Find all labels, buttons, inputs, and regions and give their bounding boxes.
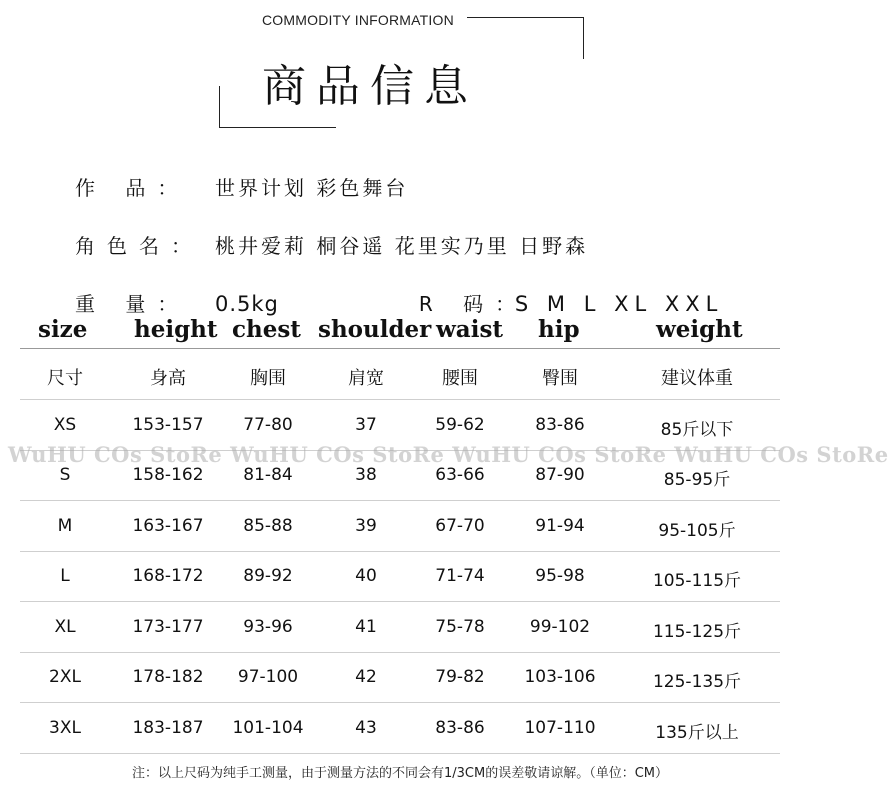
cell-shoulder: 40: [355, 566, 377, 586]
header-english-title: COMMODITY INFORMATION: [262, 12, 454, 28]
header-weight: weight: [656, 316, 743, 343]
work-value: 世界计划 彩色舞台: [215, 176, 409, 200]
cell-hip: 87-90: [535, 465, 585, 485]
cell-chest: 77-80: [243, 414, 293, 435]
cell-chest: 81-84: [243, 465, 293, 485]
cell-weight: 85-95斤: [663, 470, 731, 490]
size-value: S M L XL XXL: [514, 292, 724, 316]
cell-chest: 89-92: [243, 566, 293, 586]
cell-height: 158-162: [132, 465, 204, 485]
cn-header-height: 身高: [150, 368, 186, 389]
cell-hip: 103-106: [524, 667, 596, 687]
work-label: 作 品：: [75, 176, 190, 200]
cell-size: 2XL: [49, 667, 81, 687]
cell-shoulder: 37: [355, 414, 377, 435]
cell-shoulder: 38: [355, 465, 377, 485]
cell-hip: 95-98: [535, 566, 585, 586]
cell-size: XL: [54, 616, 76, 637]
cell-size: S: [59, 465, 71, 485]
cell-hip: 91-94: [535, 515, 585, 536]
weight-value: 0.5kg: [215, 292, 279, 316]
cell-height: 178-182: [132, 667, 204, 687]
cell-size: XS: [53, 414, 77, 435]
cell-shoulder: 43: [355, 717, 377, 738]
cell-height: 153-157: [132, 414, 204, 435]
cell-waist: 79-82: [435, 667, 485, 687]
row-divider: [20, 753, 780, 754]
cell-chest: 101-104: [232, 717, 304, 738]
cell-hip: 83-86: [535, 414, 585, 435]
header-chest: chest: [232, 316, 301, 343]
store-watermark: WuHU COs StoRe WuHU COs StoRe WuHU COs StoRe WuHU COs StoRe: [8, 442, 889, 467]
cell-waist: 71-74: [435, 566, 485, 586]
header-frame-top-line: [467, 17, 584, 18]
row-divider: [20, 601, 780, 602]
character-row: [75, 230, 588, 259]
cell-height: 163-167: [132, 515, 204, 536]
cell-waist: 67-70: [435, 515, 485, 536]
header-waist: waist: [436, 316, 504, 343]
cell-size: M: [57, 515, 73, 536]
header-chinese-title: 商品信息: [262, 61, 478, 112]
cell-waist: 75-78: [435, 616, 485, 637]
cn-header-size: 尺寸: [47, 368, 83, 389]
header-hip: hip: [538, 316, 580, 343]
cell-height: 168-172: [132, 566, 204, 586]
english-header-row: [0, 316, 800, 346]
cell-weight: 115-125斤: [652, 621, 742, 642]
cell-weight: 105-115斤: [652, 571, 742, 591]
cell-size: L: [60, 566, 70, 586]
cn-header-waist: 腰围: [442, 368, 478, 389]
row-divider: [20, 652, 780, 653]
cell-shoulder: 41: [355, 616, 377, 637]
size-label: R 码：: [418, 292, 528, 316]
header-frame-left-line: [219, 86, 220, 128]
cell-shoulder: 42: [355, 667, 377, 687]
row-divider: [20, 500, 780, 501]
cn-header-hip: 臀围: [542, 368, 578, 389]
measurement-note: 注：以上尺码为纯手工测量，由于测量方法的不同会有1/3CM的误差敬请谅解。（单位：CM）: [131, 766, 668, 781]
header-shoulder: shoulder: [318, 316, 432, 343]
cell-weight: 135斤以上: [655, 722, 739, 743]
cell-waist: 83-86: [435, 717, 485, 738]
cell-hip: 99-102: [529, 616, 591, 637]
row-divider: [20, 551, 780, 552]
cell-height: 173-177: [132, 616, 204, 637]
cell-shoulder: 39: [355, 515, 377, 536]
weight-label: 重 量：: [75, 292, 190, 316]
cell-weight: 125-135斤: [652, 672, 742, 692]
row-divider: [20, 399, 780, 400]
character-value: 桃井爱莉 桐谷遥 花里实乃里 日野森: [215, 234, 589, 258]
header-frame-right-line: [583, 17, 584, 59]
cell-weight: 95-105斤: [658, 520, 736, 541]
cell-hip: 107-110: [524, 717, 596, 738]
cell-size: 3XL: [49, 717, 81, 738]
table-top-rule: [20, 348, 780, 349]
cell-chest: 93-96: [243, 616, 293, 637]
cell-chest: 85-88: [243, 515, 293, 536]
cn-header-weight: 建议体重: [661, 368, 733, 389]
cell-waist: 63-66: [435, 465, 485, 485]
cell-weight: 85斤以下: [660, 419, 734, 440]
character-label: 角色名：: [75, 234, 203, 258]
cn-header-shoulder: 肩宽: [348, 368, 384, 389]
cn-header-chest: 胸围: [250, 368, 286, 389]
header-frame-bottom-line: [219, 127, 336, 128]
cell-chest: 97-100: [237, 667, 299, 687]
work-row: [75, 172, 408, 201]
cell-waist: 59-62: [435, 414, 485, 435]
cell-height: 183-187: [132, 717, 204, 738]
weight-size-row: [75, 288, 723, 317]
row-divider: [20, 702, 780, 703]
header-size: size: [38, 316, 88, 343]
header-height: height: [134, 316, 218, 343]
